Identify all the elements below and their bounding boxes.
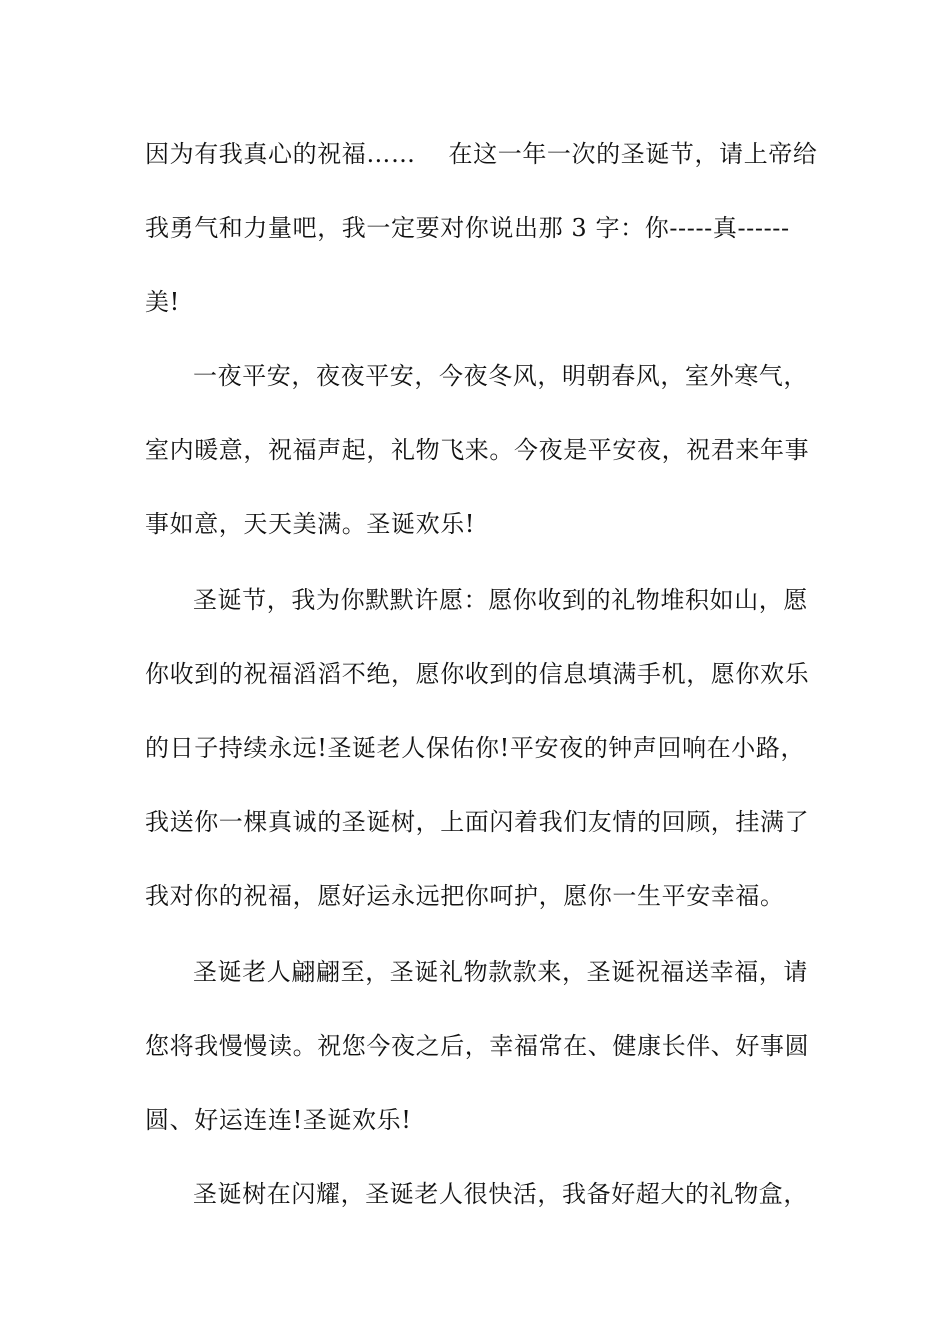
text-line: 的日子持续永远!圣诞老人保佑你!平安夜的钟声回响在小路， [145, 734, 806, 762]
text-line: 我对你的祝福，愿好运永远把你呵护，愿你一生平安幸福。 [145, 882, 785, 910]
text-line: 我送你一棵真诚的圣诞树，上面闪着我们友情的回顾，挂满了 [145, 808, 810, 836]
text-line: 我勇气和力量吧，我一定要对你说出那 3 字：你-----真------ [145, 214, 790, 242]
paragraph-first-line: 一夜平安，夜夜平安，今夜冬风，明朝春风，室外寒气， [193, 362, 808, 390]
paragraph-first-line: 圣诞节，我为你默默许愿：愿你收到的礼物堆积如山，愿 [193, 586, 808, 614]
text-line: 你收到的祝福滔滔不绝，愿你收到的信息填满手机，愿你欢乐 [145, 660, 810, 688]
text-line: 美! [145, 288, 180, 316]
paragraph-first-line: 圣诞老人翩翩至，圣诞礼物款款来，圣诞祝福送幸福，请 [193, 958, 808, 986]
text-line: 因为有我真心的祝福…… 在这一年一次的圣诞节，请上帝给 [145, 140, 818, 168]
text-line: 圆、好运连连!圣诞欢乐! [145, 1106, 412, 1134]
text-line: 事如意，天天美满。圣诞欢乐! [145, 510, 476, 538]
paragraph-first-line: 圣诞树在闪耀，圣诞老人很快活，我备好超大的礼物盒， [193, 1180, 808, 1208]
text-line: 您将我慢慢读。祝您今夜之后，幸福常在、健康长伴、好事圆 [145, 1032, 810, 1060]
text-line: 室内暖意，祝福声起，礼物飞来。今夜是平安夜，祝君来年事 [145, 436, 810, 464]
